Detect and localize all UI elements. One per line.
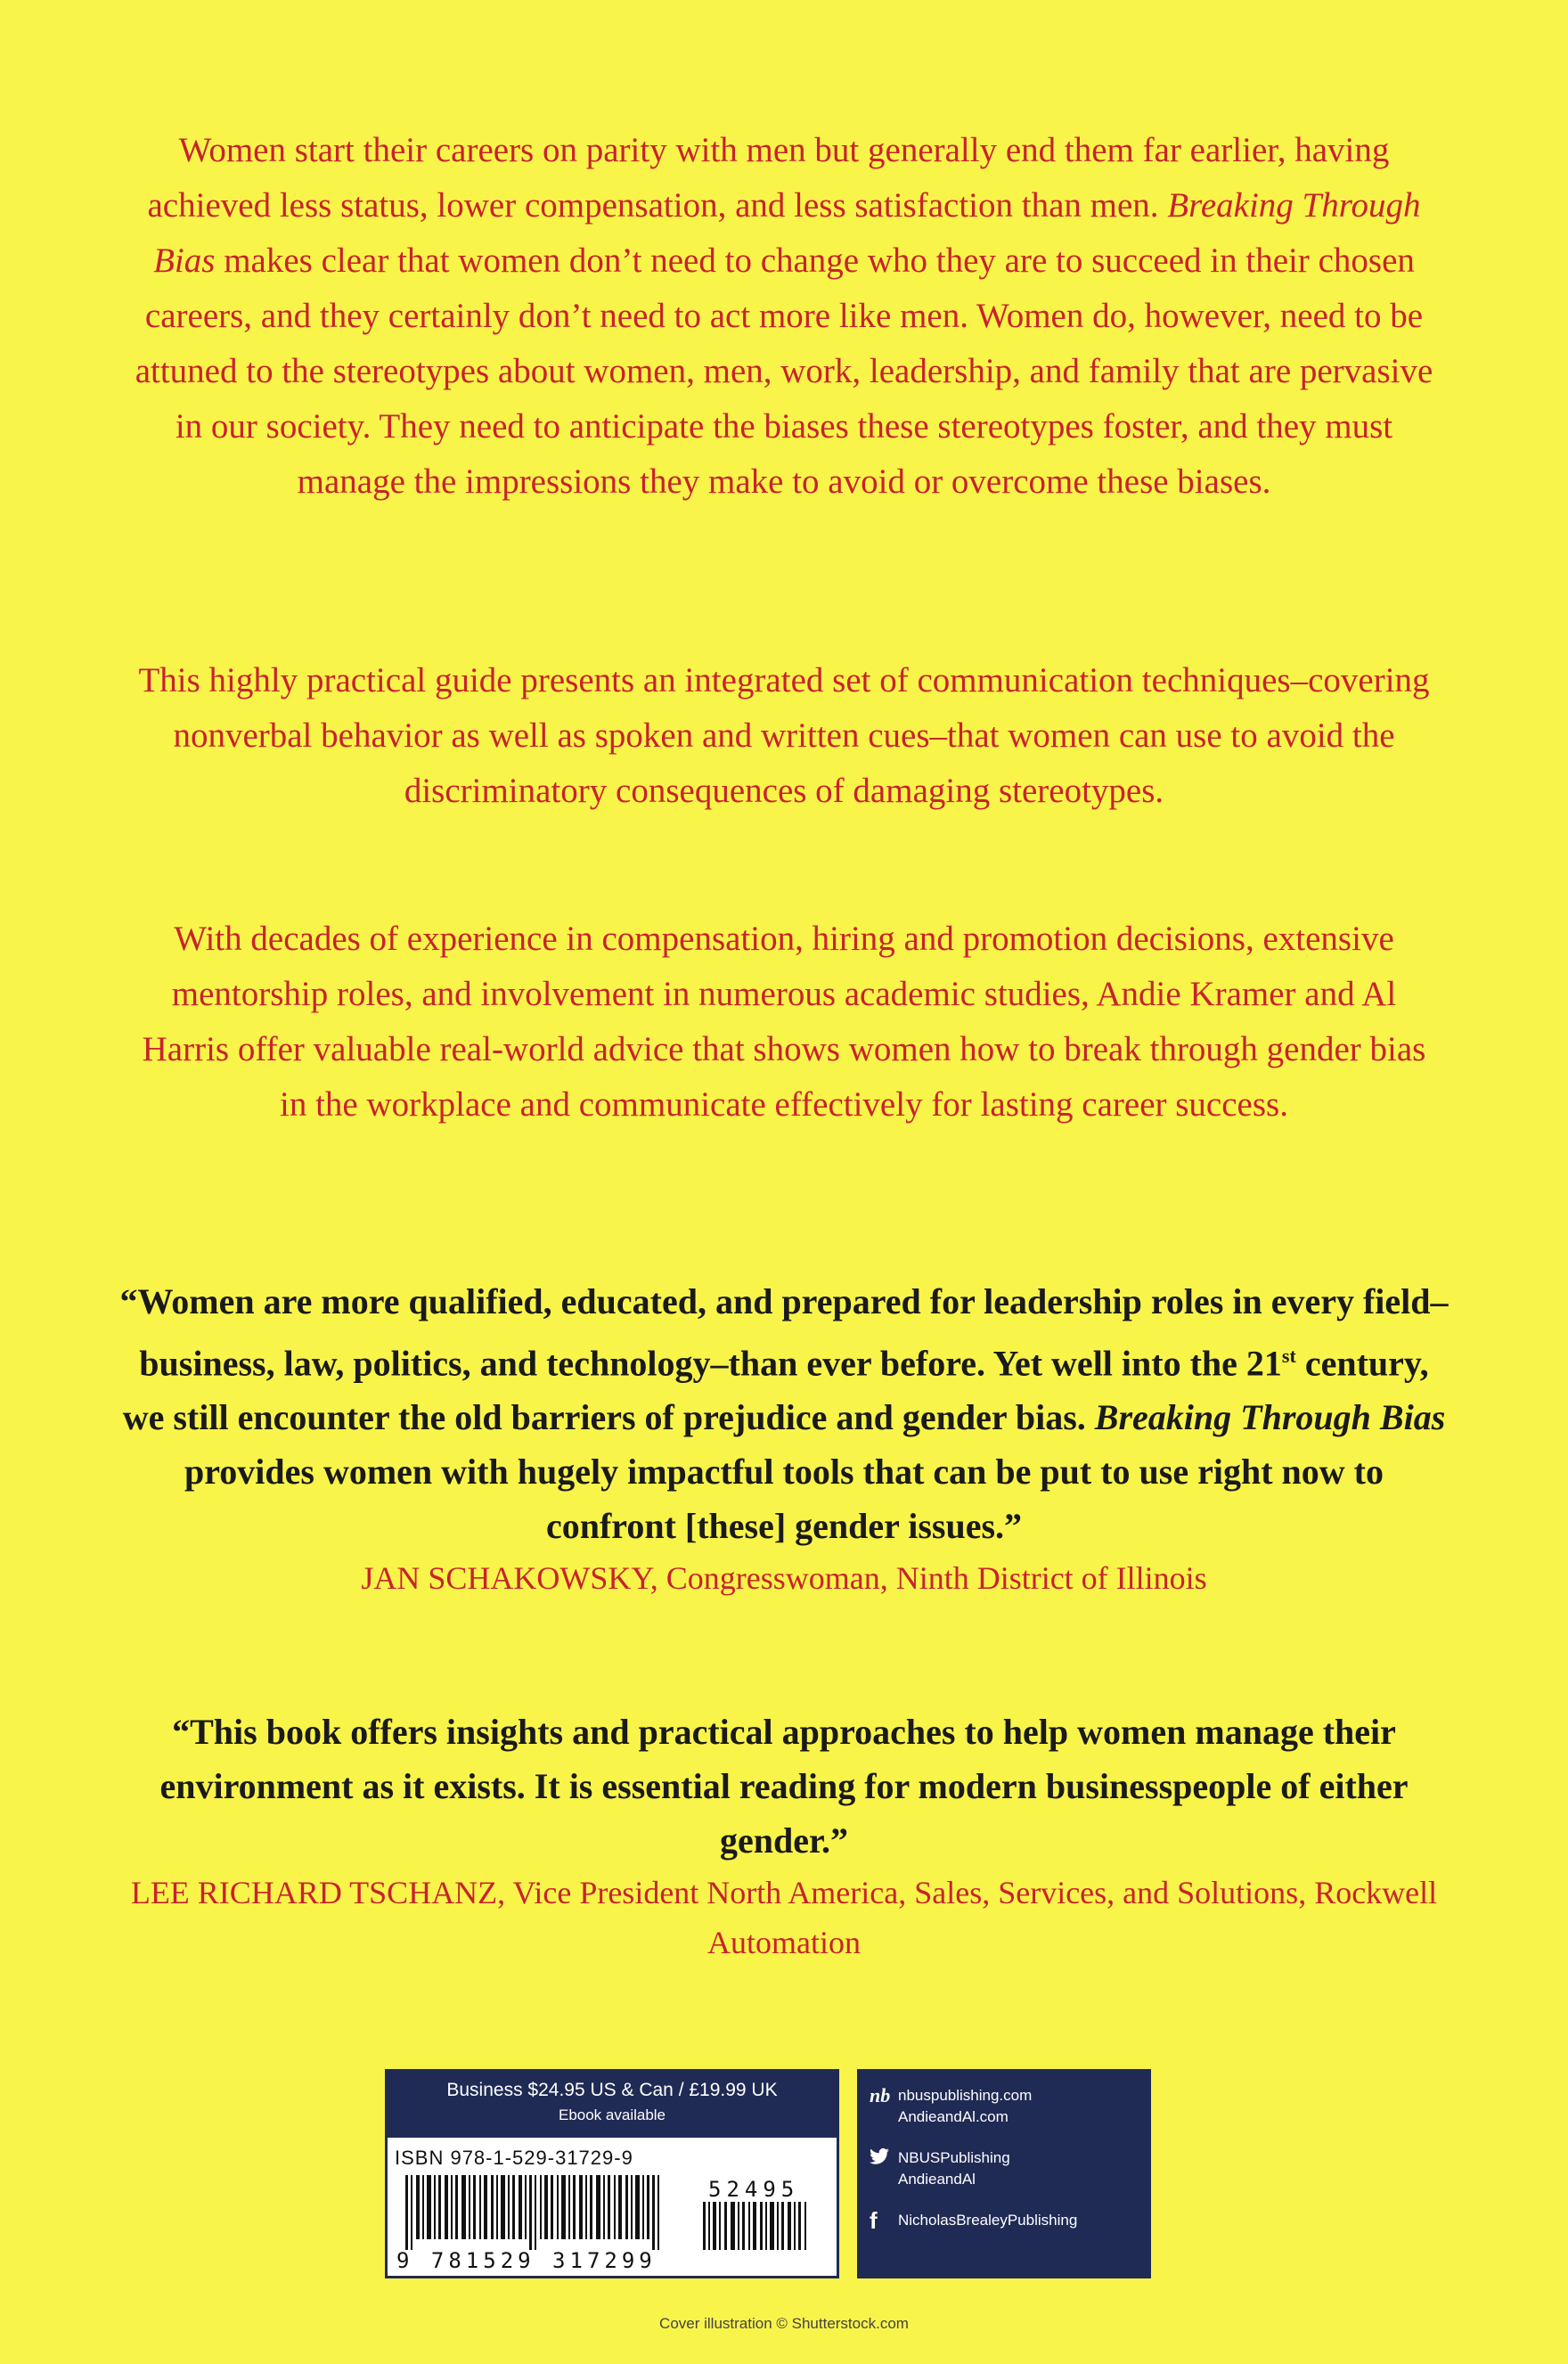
quote-attribution: LEE RICHARD TSCHANZ, Vice President North America, Sales, Services, and Solutions, Rockwell Automation <box>130 1875 1438 1960</box>
blurb-text: This highly practical guide presents an integrated set of communication techniques–covering nonverbal behavior as well as spoken and written cues–that women can use to avoid the discriminatory consequences of damaging stereotypes. <box>138 661 1430 810</box>
blurb-paragraph-3 <box>125 912 1443 1133</box>
cover-credit: Cover illustration © Shutterstock.com <box>659 2315 909 2332</box>
twitter-handle[interactable]: AndieandAl <box>898 2171 976 2188</box>
blurb-paragraph-2 <box>125 653 1443 819</box>
publisher-social-panel <box>857 2069 1151 2278</box>
twitter-icon <box>870 2147 898 2170</box>
quote-text: “Women are more qualified, educated, and prepared for leadership roles in every field–business, law, politics, and technology–than ever before. Yet well into the 21st century, we still encounter the old barriers of prejudice and gender bias. Breaking Through Bias provides women with hugely impactful tools that can be put to use right now to confront [these] gender issues.” <box>119 1281 1449 1547</box>
price-label: Business $24.95 US & Can / £19.99 UK <box>446 2080 778 2100</box>
social-row-web <box>870 2085 1139 2128</box>
price-header <box>388 2072 837 2138</box>
quote-text: “This book offers insights and practical approaches to help women manage their environment as it exists. It is essential reading for modern businesspeople of either gender.” <box>159 1712 1409 1861</box>
isbn-label: ISBN 978-1-529-31729-9 <box>395 2147 633 2169</box>
facebook-icon: f <box>870 2207 878 2234</box>
social-row-facebook <box>870 2207 1139 2234</box>
barcode-digits: 9 781529 317299 <box>396 2248 657 2273</box>
website-link[interactable]: AndieandAl.com <box>898 2108 1009 2125</box>
book-title-italic: Breaking Through Bias <box>153 186 1421 280</box>
blurb-text: Women start their careers on parity with men but generally end them far earlier, having achieved less status, lower compensation, and less satisfaction than men. <box>147 131 1390 225</box>
blurb-text: With decades of experience in compensation, hiring and promotion decisions, extensive mentorship roles, and involvement in numerous academic studies, Andie Kramer and Al Harris offer valuable real-world advice that shows women how to break through gender bias in the workplace and communicate effectively for lasting career success. <box>142 920 1426 1124</box>
nb-logo-icon: nb <box>870 2084 891 2106</box>
ebook-label: Ebook available <box>558 2106 666 2123</box>
barcode-addon-digits: 52495 <box>708 2177 800 2202</box>
quote-attribution: JAN SCHAKOWSKY, Congresswoman, Ninth District of Illinois <box>361 1560 1207 1597</box>
social-row-twitter <box>870 2147 1139 2190</box>
price-barcode-panel <box>385 2069 839 2278</box>
endorsement-quote-2 <box>116 1705 1452 1967</box>
twitter-handle[interactable]: NBUSPublishing <box>898 2149 1010 2166</box>
endorsement-quote-1 <box>116 1274 1452 1603</box>
website-link[interactable]: nbuspublishing.com <box>898 2087 1033 2104</box>
facebook-page[interactable]: NicholasBrealeyPublishing <box>898 2212 1078 2229</box>
blurb-paragraph-1 <box>125 123 1443 510</box>
blurb-text: makes clear that women don’t need to change who they are to succeed in their chosen careers, and they certainly don’t need to act more like men. Women do, however, need to be attuned to the stereotypes about women, men, work, leadership, and family that are pervasive in our society. They need to anticipate the biases these stereotypes foster, and they must manage the impressions they make to avoid or overcome these biases. <box>135 241 1433 501</box>
book-title-italic: Breaking Through Bias <box>1094 1397 1446 1438</box>
